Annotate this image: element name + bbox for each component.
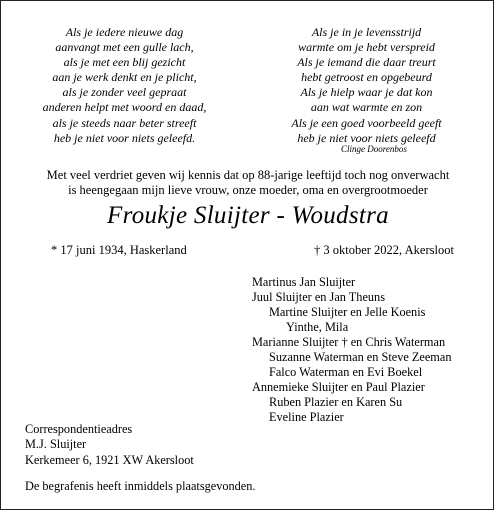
poem-line: hebt getroost en opgebeurd bbox=[301, 70, 432, 85]
poem-line: Als je iedere nieuwe dag bbox=[65, 25, 184, 39]
poem-line: Als je een goed voorbeeld geeft bbox=[291, 115, 442, 130]
family-member: Marianne Sluijter † en Chris Waterman bbox=[252, 335, 446, 349]
poem-line: Als je in je levensstrijd bbox=[311, 25, 422, 39]
family-member: Eveline Plazier bbox=[269, 410, 344, 424]
poem-line: warmte om je hebt verspreid bbox=[298, 40, 435, 55]
funeral-note: De begrafenis heeft inmiddels plaatsgevonden. bbox=[25, 479, 256, 493]
poem-line: anderen helpt met woord en daad, bbox=[42, 100, 207, 115]
announcement-line: is heengegaan mijn lieve vrouw, onze moeder, oma en overgrootmoeder bbox=[68, 183, 428, 197]
birth-date: * 17 juni 1934, Haskerland bbox=[51, 243, 187, 257]
poem-line: aan je werk denkt en je plicht, bbox=[52, 70, 197, 85]
family-member: Suzanne Waterman en Steve Zeeman bbox=[269, 350, 452, 364]
family-member: Annemieke Sluijter en Paul Plazier bbox=[252, 380, 425, 394]
poem-line: heb je niet voor niets geleefd bbox=[297, 130, 436, 145]
poem-line: heb je niet voor niets geleefd. bbox=[53, 130, 196, 145]
family-member: Martine Sluijter en Jelle Koenis bbox=[269, 305, 426, 319]
correspondence-name: M.J. Sluijter bbox=[25, 437, 87, 452]
correspondence-street: Kerkemeer 6, 1921 XW Akersloot bbox=[25, 452, 194, 467]
family-member: Juul Sluijter en Jan Theuns bbox=[252, 290, 385, 304]
announcement-text bbox=[1, 168, 494, 198]
poem-line: aanvangt met een gulle lach, bbox=[55, 40, 194, 55]
family-member: Falco Waterman en Evi Boekel bbox=[269, 365, 423, 379]
announcement-line: Met veel verdriet geven wij kennis dat op 88-jarige leeftijd toch nog onverwacht bbox=[46, 168, 450, 182]
poem-line: als je met een blij gezicht bbox=[63, 55, 186, 70]
poem-right bbox=[259, 25, 474, 146]
poem-left bbox=[17, 25, 232, 146]
family-member: Ruben Plazier en Karen Su bbox=[269, 395, 403, 409]
correspondence-address bbox=[25, 422, 194, 468]
poem-line: als je steeds naar beter streeft bbox=[52, 115, 197, 130]
poem-author: Clinge Doorenbos bbox=[341, 144, 407, 154]
family-list bbox=[1, 275, 494, 445]
poem-line: als je zonder veel gepraat bbox=[62, 85, 187, 100]
poem-line: aan wat warmte en zon bbox=[310, 100, 423, 115]
poem-line: Als je hielp waar je dat kon bbox=[300, 85, 433, 100]
death-date: † 3 oktober 2022, Akersloot bbox=[314, 243, 454, 257]
family-member: Yinthe, Mila bbox=[286, 320, 349, 334]
family-member: Martinus Jan Sluijter bbox=[252, 275, 356, 289]
correspondence-heading: Correspondentieadres bbox=[25, 422, 133, 436]
poem-line: Als je iemand die daar treurt bbox=[297, 55, 436, 70]
deceased-name: Froukje Sluijter - Woudstra bbox=[107, 202, 389, 229]
